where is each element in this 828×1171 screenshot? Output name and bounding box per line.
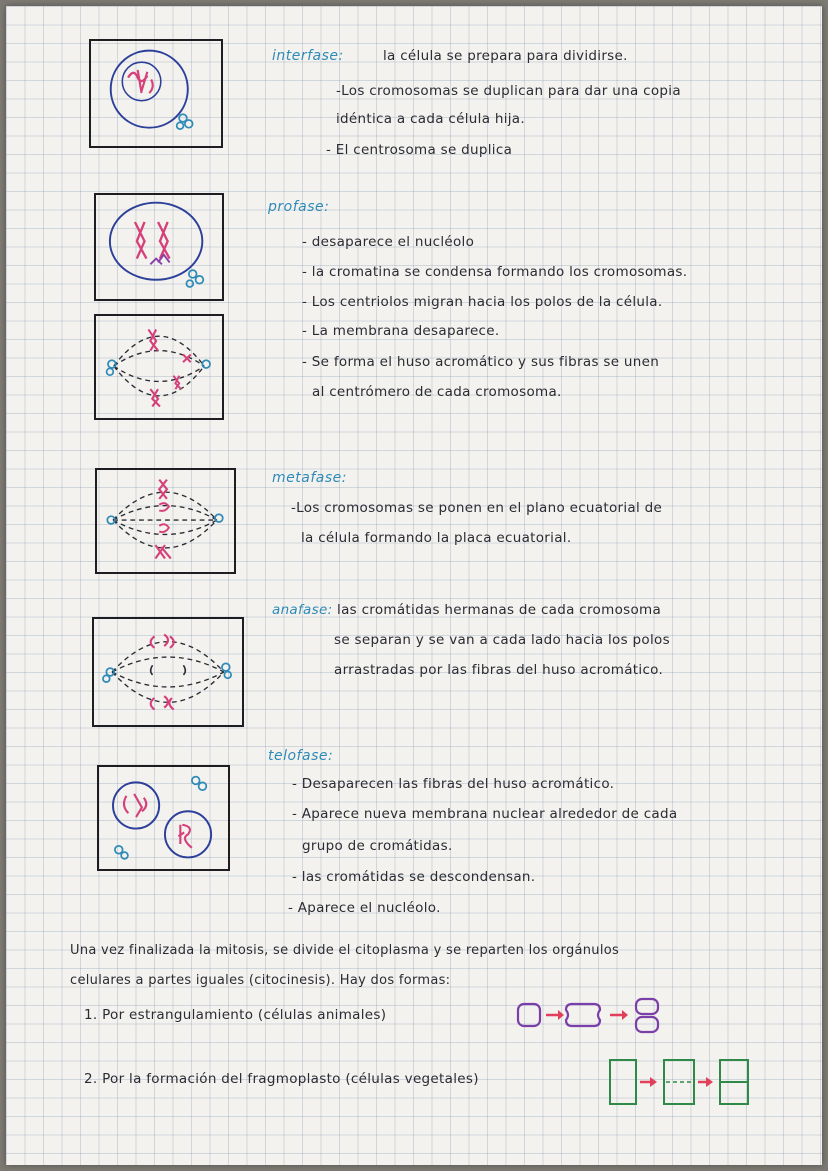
interfase-item: -Los cromosomas se duplican para dar una copia <box>336 83 681 99</box>
telofase-item: - Aparece el nucléolo. <box>288 900 441 916</box>
anafase-line <box>272 602 661 618</box>
citocinesis-line: celulares a partes iguales (citocinesis). Hay dos formas: <box>70 973 451 988</box>
animal-cytokinesis-diagram <box>514 996 674 1038</box>
profase-item: - Los centriolos migran hacia los polos de la célula. <box>302 294 663 310</box>
profase-title: profase: <box>268 199 330 215</box>
anafase-item: arrastradas por las fibras del huso acromático. <box>334 662 664 678</box>
telofase-item: grupo de cromátidas. <box>302 838 453 854</box>
citocinesis-form-2: 2. Por la formación del fragmoplasto (células vegetales) <box>84 1071 479 1087</box>
telofase-title: telofase: <box>268 748 334 764</box>
interfase-title: interfase: <box>272 48 344 64</box>
interfase-diagram <box>89 39 223 148</box>
interfase-item: idéntica a cada célula hija. <box>336 111 525 127</box>
profase-item: - Se forma el huso acromático y sus fibras se unen <box>302 354 660 370</box>
anafase-title: anafase: <box>272 602 333 618</box>
metafase-diagram <box>95 468 236 574</box>
telofase-diagram <box>97 765 230 871</box>
interfase-text: la célula se prepara para dividirse. <box>383 48 628 64</box>
profase-item: - desaparece el nucléolo <box>302 234 475 250</box>
profase-diagram-1 <box>94 193 224 301</box>
telofase-item: - Desaparecen las fibras del huso acromático. <box>292 776 615 792</box>
anafase-item: se separan y se van a cada lado hacia los polos <box>334 632 670 648</box>
profase-item: - La membrana desaparece. <box>302 323 500 339</box>
metafase-item: -Los cromosomas se ponen en el plano ecuatorial de <box>291 500 663 516</box>
profase-item: - la cromatina se condensa formando los cromosomas. <box>302 264 688 280</box>
profase-diagram-2 <box>94 314 224 420</box>
interfase-item: - El centrosoma se duplica <box>326 142 513 158</box>
citocinesis-line: Una vez finalizada la mitosis, se divide el citoplasma y se reparten los orgánulos <box>70 943 620 958</box>
notebook-page <box>6 6 822 1165</box>
plant-cytokinesis-diagram <box>606 1056 766 1108</box>
telofase-item: - Aparece nueva membrana nuclear alrededor de cada <box>292 806 678 822</box>
anafase-diagram <box>92 617 244 727</box>
metafase-item: la célula formando la placa ecuatorial. <box>301 530 572 546</box>
profase-item: al centrómero de cada cromosoma. <box>312 384 562 400</box>
citocinesis-form-1: 1. Por estrangulamiento (células animales) <box>84 1007 387 1023</box>
anafase-item: las cromátidas hermanas de cada cromosoma <box>337 602 662 618</box>
metafase-title: metafase: <box>272 470 347 486</box>
telofase-item: - las cromátidas se descondensan. <box>292 869 536 885</box>
